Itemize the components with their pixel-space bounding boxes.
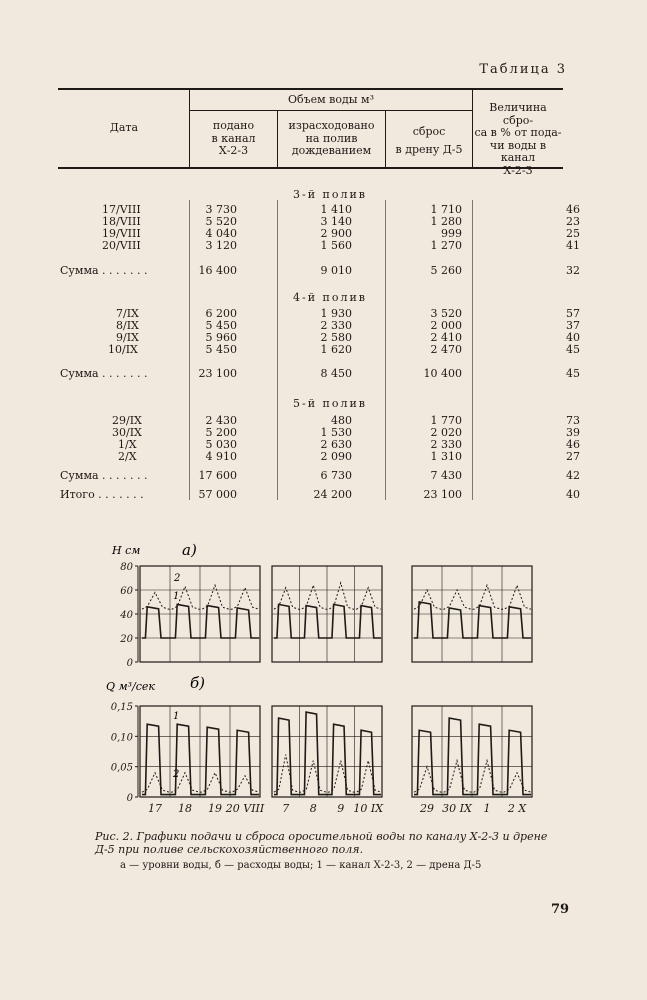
panel-b-frames	[140, 706, 532, 797]
volume-group-rule	[190, 110, 472, 111]
series-1-line	[414, 602, 531, 638]
header-supplied-line: Х-2-3	[218, 144, 249, 157]
figure-graphs	[100, 538, 550, 823]
cell-supplied: 5 450	[205, 319, 237, 332]
header-date: Дата	[109, 121, 139, 134]
x-tick-label: 30 IX	[442, 802, 472, 815]
cell-discharge: 10 400	[423, 367, 462, 380]
cell-total-label: Сумма . . . . . . .	[60, 264, 148, 277]
body-divider-1	[189, 200, 190, 500]
cell-supplied: 5 030	[205, 438, 237, 451]
section-title: 4-й полив	[292, 291, 367, 304]
cell-percent: 23	[566, 215, 580, 228]
series-1-line	[142, 604, 259, 638]
panel-a-axis	[119, 562, 138, 669]
page-number: 79	[551, 902, 570, 917]
cell-total-label: Сумма . . . . . . .	[60, 469, 148, 482]
y-tick-label: 0	[126, 658, 133, 669]
cell-irrigated: 1 620	[320, 343, 352, 356]
cell-irrigated: 3 140	[320, 215, 352, 228]
table-label: Таблица 3	[479, 62, 567, 77]
header-percent-line: Х-2-3	[503, 163, 533, 177]
cell-irrigated: 1 560	[320, 239, 352, 252]
section-title: 5-й полив	[292, 397, 367, 410]
header-discharge-line: в дрену Д-5	[395, 142, 463, 156]
x-tick-label: 20 VIII	[225, 802, 265, 815]
cell-date: 10/IX	[108, 343, 138, 356]
cell-supplied: 3 730	[205, 203, 237, 216]
cell-percent: 41	[566, 239, 580, 252]
cell-supplied: 4 910	[205, 450, 237, 463]
panel-a	[111, 541, 532, 669]
y-tick-label: 60	[120, 586, 133, 597]
x-tick-label: 2 X	[507, 802, 527, 815]
cell-date: 2/X	[118, 450, 137, 463]
cell-irrigated: 480	[331, 414, 352, 427]
cell-discharge: 5 260	[430, 264, 462, 277]
cell-grand-total-label: Итого . . . . . . .	[60, 488, 144, 501]
cell-discharge: 999	[441, 227, 462, 240]
cell-discharge: 1 710	[430, 203, 462, 216]
header-percent	[473, 102, 563, 177]
cell-percent: 37	[566, 319, 580, 332]
body-divider-3	[385, 200, 386, 500]
cell-discharge: 1 270	[430, 239, 462, 252]
figure-legend: а — уровни воды, б — расходы воды; 1 — канал Х-2-3, 2 — дрена Д-5	[120, 860, 482, 871]
cell-date: 17/VIII	[102, 203, 141, 216]
header-irrigated-line: израсходовано	[288, 119, 375, 132]
panel-b-curve-label-1: 1	[173, 711, 180, 722]
cell-supplied: 3 120	[205, 239, 237, 252]
panel-b-axis-label: Q м³/сек	[106, 680, 155, 693]
cell-percent: 40	[566, 488, 580, 501]
cell-supplied: 57 000	[198, 488, 237, 501]
cell-supplied: 5 450	[205, 343, 237, 356]
cell-percent: 40	[566, 331, 580, 344]
cell-discharge: 1 310	[430, 450, 462, 463]
cell-supplied: 5 960	[205, 331, 237, 344]
cell-discharge: 1 280	[430, 215, 462, 228]
cell-date: 29/IX	[112, 414, 142, 427]
header-irrigated	[278, 120, 385, 158]
cell-percent: 39	[566, 426, 580, 439]
cell-discharge: 2 330	[430, 438, 462, 451]
x-tick-label: 7	[282, 802, 290, 815]
cell-irrigated: 2 900	[320, 227, 352, 240]
x-tick-label: 1	[483, 802, 491, 815]
y-tick-label: 40	[120, 610, 133, 621]
panel-b-axis	[111, 702, 138, 804]
x-tick-label: 29	[420, 802, 434, 815]
cell-date: 30/IX	[112, 426, 142, 439]
header-supplied	[190, 120, 277, 158]
x-tick-label: 9	[337, 802, 345, 815]
cell-date: 7/IX	[116, 307, 139, 320]
cell-percent: 27	[566, 450, 580, 463]
cell-date: 19/VIII	[102, 227, 141, 240]
header-percent-line: са в % от пода-	[474, 126, 562, 139]
panel-a-curves	[142, 583, 531, 638]
header-percent-line: чи воды в канал	[489, 138, 547, 164]
cell-irrigated: 2 330	[320, 319, 352, 332]
x-tick-label: 17	[148, 802, 162, 815]
header-irrigated-line: на полив	[305, 131, 358, 145]
cell-supplied: 4 040	[205, 227, 237, 240]
table-top-rule	[58, 88, 563, 90]
cell-irrigated: 2 580	[320, 331, 352, 344]
cell-percent: 57	[566, 307, 580, 320]
panel-a-axis-label: Н см	[112, 544, 141, 557]
cell-percent: 73	[566, 414, 580, 427]
header-discharge	[386, 126, 472, 156]
cell-discharge: 23 100	[423, 488, 462, 501]
x-tick-label: 8	[309, 802, 317, 815]
cell-irrigated: 2 630	[320, 438, 352, 451]
cell-date: 9/IX	[116, 331, 139, 344]
cell-irrigated: 1 410	[320, 203, 352, 216]
header-percent-line: Величина сбро-	[489, 101, 547, 127]
cell-irrigated: 2 090	[320, 450, 352, 463]
cell-discharge: 2 000	[430, 319, 462, 332]
header-supplied-line: подано	[212, 119, 255, 132]
cell-percent: 32	[566, 264, 580, 277]
series-2-line	[142, 585, 259, 609]
x-axis-labels	[148, 802, 527, 815]
series-1-line	[274, 604, 381, 638]
panel-b	[106, 674, 532, 804]
series-1-line	[414, 718, 531, 794]
cell-supplied: 23 100	[198, 367, 237, 380]
section-title: 3-й полив	[292, 188, 367, 201]
panel-b-curve-label-2: 2	[173, 769, 180, 780]
panel-b-curves	[142, 712, 531, 795]
x-tick-label: 19	[208, 802, 222, 815]
panel-a-frames	[140, 566, 532, 662]
cell-irrigated: 8 450	[320, 367, 352, 380]
cell-supplied: 5 520	[205, 215, 237, 228]
cell-irrigated: 24 200	[313, 488, 352, 501]
cell-irrigated: 6 730	[320, 469, 352, 482]
cell-percent: 45	[566, 343, 580, 356]
y-tick-label: 0,05	[110, 762, 133, 774]
body-divider-2	[277, 200, 278, 500]
series-2-line	[274, 583, 381, 609]
cell-date: 1/X	[118, 438, 137, 451]
panel-b-letter: б)	[190, 674, 206, 692]
cell-supplied: 17 600	[198, 469, 237, 482]
y-tick-label: 0,15	[110, 702, 133, 713]
series-1-line	[274, 712, 381, 795]
header-discharge-line: сброс	[412, 125, 446, 138]
cell-date: 18/VIII	[102, 215, 141, 228]
x-tick-label: 10 IX	[353, 802, 384, 815]
panel-a-curve-label-1: 1	[173, 591, 180, 602]
y-tick-label: 80	[120, 562, 133, 573]
cell-irrigated: 1 930	[320, 307, 352, 320]
cell-percent: 25	[566, 227, 580, 240]
cell-discharge: 2 410	[430, 331, 462, 344]
header-supplied-line: в канал	[211, 131, 256, 145]
body-divider-4	[472, 200, 473, 500]
figure-caption: Рис. 2. Графики подачи и сброса оросительной воды по каналу Х-2-3 и дрене Д-5 при поливе сельскохозяйственного поля.	[95, 830, 548, 856]
cell-supplied: 2 430	[205, 414, 237, 427]
cell-discharge: 1 770	[430, 414, 462, 427]
cell-percent: 42	[566, 469, 580, 482]
cell-date: 20/VIII	[102, 239, 141, 252]
cell-irrigated: 9 010	[320, 264, 352, 277]
cell-percent: 46	[566, 438, 580, 451]
x-tick-label: 18	[178, 802, 192, 815]
panel-a-curve-label-2: 2	[174, 573, 181, 584]
cell-discharge: 2 470	[430, 343, 462, 356]
panel-a-letter: а)	[182, 541, 197, 559]
y-tick-label: 0,10	[110, 732, 133, 744]
y-tick-label: 20	[120, 634, 133, 645]
header-volume-group: Объем воды м³	[287, 93, 374, 106]
cell-supplied: 16 400	[198, 264, 237, 277]
cell-percent: 46	[566, 203, 580, 216]
cell-total-label: Сумма . . . . . . .	[60, 367, 148, 380]
cell-discharge: 7 430	[430, 469, 462, 482]
cell-percent: 45	[566, 367, 580, 380]
series-2-line	[414, 585, 531, 609]
cell-irrigated: 1 530	[320, 426, 352, 439]
y-tick-label: 0	[126, 793, 133, 804]
cell-discharge: 2 020	[430, 426, 462, 439]
cell-supplied: 5 200	[205, 426, 237, 439]
header-irrigated-line: дождеванием	[291, 144, 372, 157]
cell-supplied: 6 200	[205, 307, 237, 320]
cell-date: 8/IX	[116, 319, 139, 332]
cell-discharge: 3 520	[430, 307, 462, 320]
